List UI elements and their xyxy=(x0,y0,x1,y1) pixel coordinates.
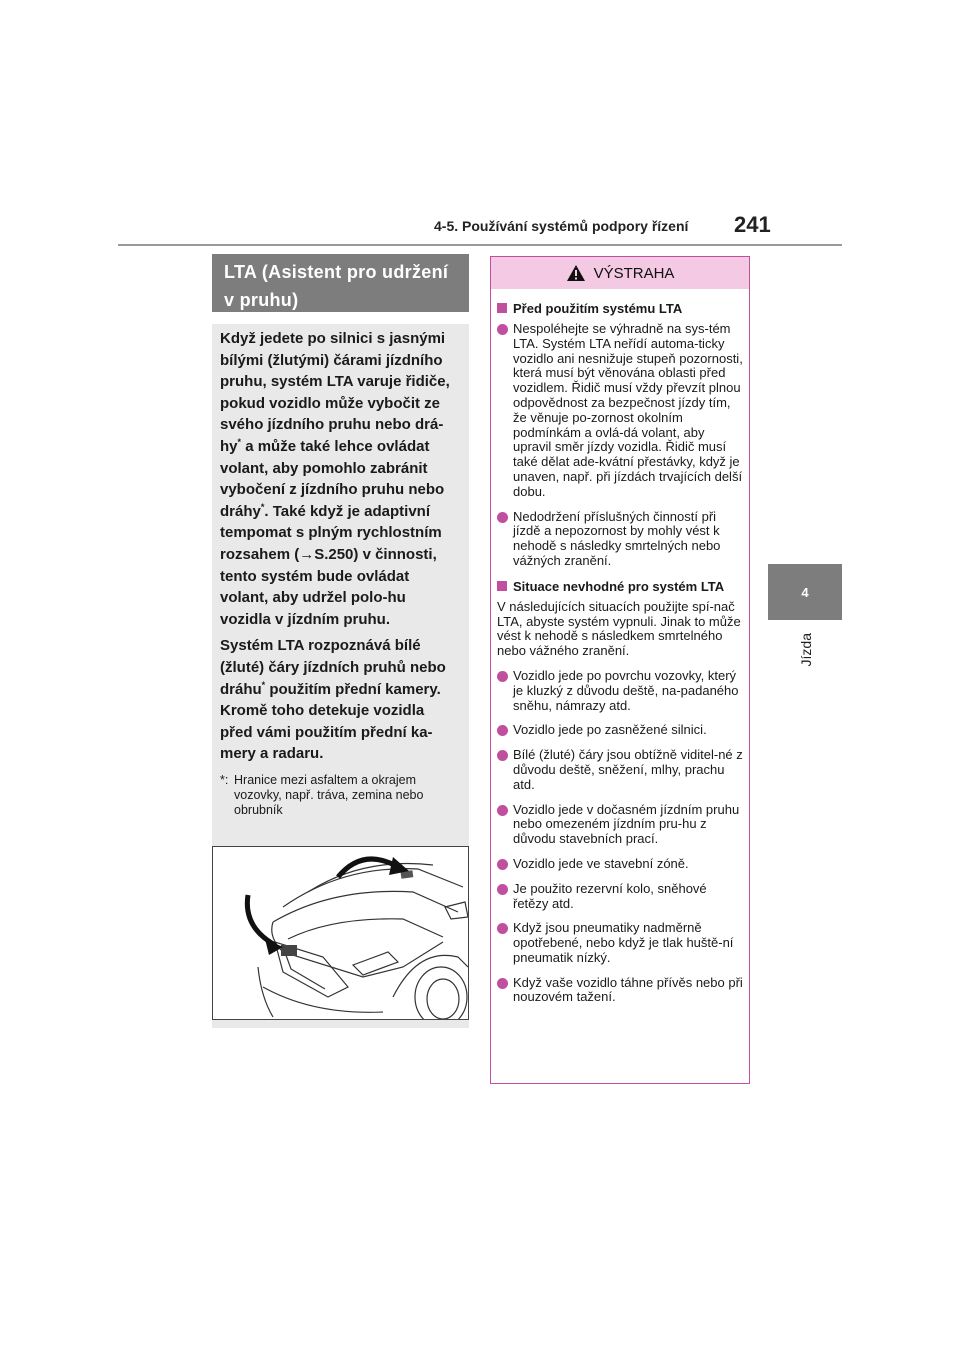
footnote xyxy=(220,773,459,818)
page-reference: S.250) v činnosti, tento systém bude ovládat volant, aby udržel polo-hu vozidla v jízdním pruhu. xyxy=(220,545,437,628)
lta-intro-paragraph xyxy=(220,328,459,630)
square-bullet-icon xyxy=(497,581,507,591)
footnote-ref: * xyxy=(237,436,242,447)
round-bullet-icon xyxy=(497,512,508,523)
section-title: 4-5. Používání systémů podpory řízení xyxy=(434,218,689,234)
text-run: a může také lehce ovládat volant, aby pomohlo zabránit vybočení z jízdního pruhu nebo dráhy xyxy=(220,437,445,520)
warning-bullet xyxy=(497,882,743,912)
lta-camera-paragraph xyxy=(220,635,459,765)
round-bullet-icon xyxy=(497,324,508,335)
warning-body xyxy=(491,289,749,1005)
bullet-text: Když jsou pneumatiky nadměrně opotřebené, nebo když je tlak huště-ní pneumatik nízký. xyxy=(513,920,734,965)
warning-bullet xyxy=(497,669,743,713)
heading-text: Před použitím systému LTA xyxy=(513,301,683,316)
heading-text: Situace nevhodné pro systém LTA xyxy=(513,578,725,594)
round-bullet-icon xyxy=(497,805,508,816)
lta-title xyxy=(212,254,469,312)
bullet-text: Bílé (žluté) čáry jsou obtížně viditel-né z důvodu deště, sněžení, mlhy, prachu atd. xyxy=(513,747,743,792)
bullet-text: Nedodržení příslušných činností při jízdě a nepozornost by mohly vést k nehodě s následky smrtelných nebo vážných zranění. xyxy=(513,508,721,568)
warning-header xyxy=(491,257,749,289)
footnote-text: Hranice mezi asfaltem a okrajem vozovky, např. tráva, zemina nebo obrubník xyxy=(234,772,424,817)
round-bullet-icon xyxy=(497,884,508,895)
text-run: použitím přední kamery. Kromě toho detekuje vozidla před vámi použitím přední ka-mery a radaru. xyxy=(220,680,441,763)
warning-icon xyxy=(566,264,586,282)
warning-bullet xyxy=(497,510,743,569)
lta-title-line2: v pruhu) xyxy=(224,290,299,310)
lta-title-line1: LTA (Asistent pro udržení xyxy=(224,262,449,282)
arrow-icon: → xyxy=(299,545,315,563)
bullet-text: Nespoléhejte se výhradně na sys-tém LTA. Systém LTA neřídí automa-ticky vozidlo ani nesnižuje stupeň pozornosti, která musí být věnována oblasti před vozidlem. Řidič musí vždy převzít plnou odpovědnost za bezpečnost jízdy tím, že věnuje po-zornost okolním podmínkám a ovlá-dá volant, aby upravil směr jízdy vozidla. Řidič musí také dělat ade-kvátní přestávky, když je unaven, např. při jízdách trvajících delší dobu. xyxy=(513,321,743,499)
chapter-label: Jízda xyxy=(798,633,814,667)
text-run: Když jedete po silnici s jasnými bílými (žlutými) čárami jízdního pruhu, systém LTA varuje řidiče, pokud vozidlo může vybočit ze svého jízdního pruhu nebo drá-hy xyxy=(220,330,450,455)
round-bullet-icon xyxy=(497,725,508,736)
warning-bullet xyxy=(497,921,743,965)
round-bullet-icon xyxy=(497,923,508,934)
lta-description-box xyxy=(212,324,469,1028)
square-bullet-icon xyxy=(497,303,507,313)
footnote-ref: * xyxy=(261,679,266,690)
car-illustration xyxy=(212,846,469,1020)
chapter-number: 4 xyxy=(801,584,809,600)
bullet-text: Vozidlo jede po povrchu vozovky, který je kluzký z důvodu deště, na-padaného sněhu, námrazy atd. xyxy=(513,667,739,713)
warning-title: VÝSTRAHA xyxy=(593,264,675,282)
round-bullet-icon xyxy=(497,671,508,682)
round-bullet-icon xyxy=(497,859,508,870)
footnote-mark: *: xyxy=(220,772,229,787)
bullet-text: Vozidlo jede po zasněžené silnici. xyxy=(513,722,707,738)
warning-box xyxy=(490,256,750,1084)
warning-bullet xyxy=(497,723,743,738)
text-run: . Také když je adaptivní tempomat s plným rychlostním rozsahem ( xyxy=(220,502,442,563)
bullet-text: Vozidlo jede v dočasném jízdním pruhu nebo omezeném jízdním pru-hu z důvodu stavebních prací. xyxy=(513,801,740,847)
bullet-text: Vozidlo jede ve stavební zóně. xyxy=(513,855,689,871)
page-number: 241 xyxy=(734,212,771,237)
round-bullet-icon xyxy=(497,750,508,761)
chapter-tab xyxy=(768,564,842,620)
section-heading xyxy=(497,579,743,594)
bullet-text: Je použito rezervní kolo, sněhové řetězy atd. xyxy=(513,880,707,911)
warning-bullet xyxy=(497,976,743,1006)
text-run: Systém LTA rozpoznává bílé (žluté) čáry jízdních pruhů nebo dráhu xyxy=(220,637,446,698)
warning-bullet xyxy=(497,748,743,792)
warning-bullet xyxy=(497,322,743,500)
header-divider xyxy=(118,244,842,246)
vehicle-front-image xyxy=(213,847,468,1019)
section-heading xyxy=(497,301,743,316)
footnote-ref: * xyxy=(260,501,265,512)
bullet-text: Když vaše vozidlo táhne přívěs nebo při nouzovém tažení. xyxy=(513,974,743,1005)
section-intro: V následujících situacích použijte spí-nač LTA, abyste systém vypnuli. Jinak to může vést k nehodě s následkem smrtelného nebo vážného zranění. xyxy=(497,598,741,659)
warning-bullet xyxy=(497,803,743,847)
warning-bullet xyxy=(497,857,743,872)
round-bullet-icon xyxy=(497,978,508,989)
